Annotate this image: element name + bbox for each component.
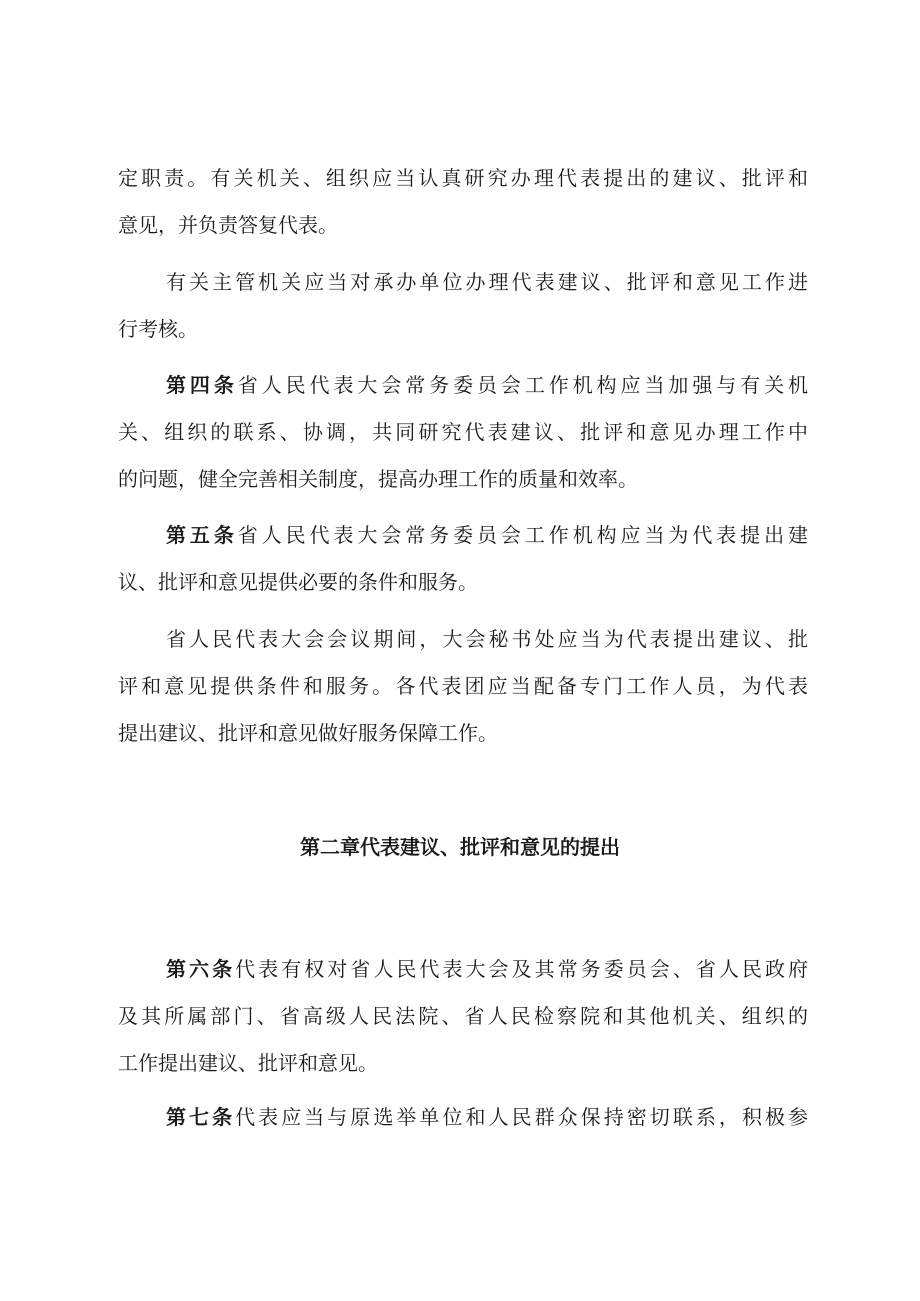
paragraph-session-services — [118, 624, 808, 748]
article-4 — [118, 370, 808, 494]
text-line: 省人民代表大会会议期间，大会秘书处应当为代表提出建议、批 — [166, 627, 808, 651]
article-label: 第六条 — [166, 957, 236, 981]
text-line: 评和意见提供条件和服务。各代表团应当配备专门工作人员，为代表 — [118, 674, 808, 698]
article-text: 代表有权对省人民代表大会及其常务委员会、省人民政府 — [235, 957, 809, 981]
text-line: 定职责。有关机关、组织应当认真研究办理代表提出的建议、批评和 — [118, 166, 808, 190]
article-label: 第五条 — [166, 523, 238, 547]
paragraph-assessment — [118, 267, 808, 344]
text-line — [118, 954, 808, 984]
article-5 — [118, 520, 808, 597]
article-text: 省人民代表大会常务委员会工作机构应当为代表提出建 — [237, 523, 809, 547]
article-label: 第七条 — [166, 1105, 236, 1129]
article-7 — [118, 1102, 808, 1132]
text-line: 提出建议、批评和意见做好服务保障工作。 — [118, 721, 498, 745]
text-line: 有关主管机关应当对承办单位办理代表建议、批评和意见工作进 — [166, 270, 808, 294]
text-line — [118, 1102, 808, 1132]
text-line: 及其所属部门、省高级人民法院、省人民检察院和其他机关、组织的 — [118, 1004, 808, 1028]
article-6 — [118, 954, 808, 1078]
article-text: 省人民代表大会常务委员会工作机构应当加强与有关机 — [237, 373, 809, 397]
article-label: 第四条 — [166, 373, 238, 397]
paragraph-continuation — [118, 163, 808, 240]
article-text: 代表应当与原选举单位和人民群众保持密切联系，积极参 — [235, 1105, 809, 1129]
text-line: 议、批评和意见提供必要的条件和服务。 — [118, 570, 478, 594]
text-line — [118, 370, 808, 400]
text-line: 意见，并负责答复代表。 — [118, 213, 338, 237]
text-line: 行考核。 — [118, 317, 198, 341]
text-line: 的问题，健全完善相关制度，提高办理工作的质量和效率。 — [118, 467, 638, 491]
text-line: 工作提出建议、批评和意见。 — [118, 1051, 378, 1075]
chapter-heading: 第二章代表建议、批评和意见的提出 — [300, 835, 620, 859]
text-line: 关、组织的联系、协调，共同研究代表建议、批评和意见办理工作中 — [118, 420, 808, 444]
text-line — [118, 520, 808, 550]
